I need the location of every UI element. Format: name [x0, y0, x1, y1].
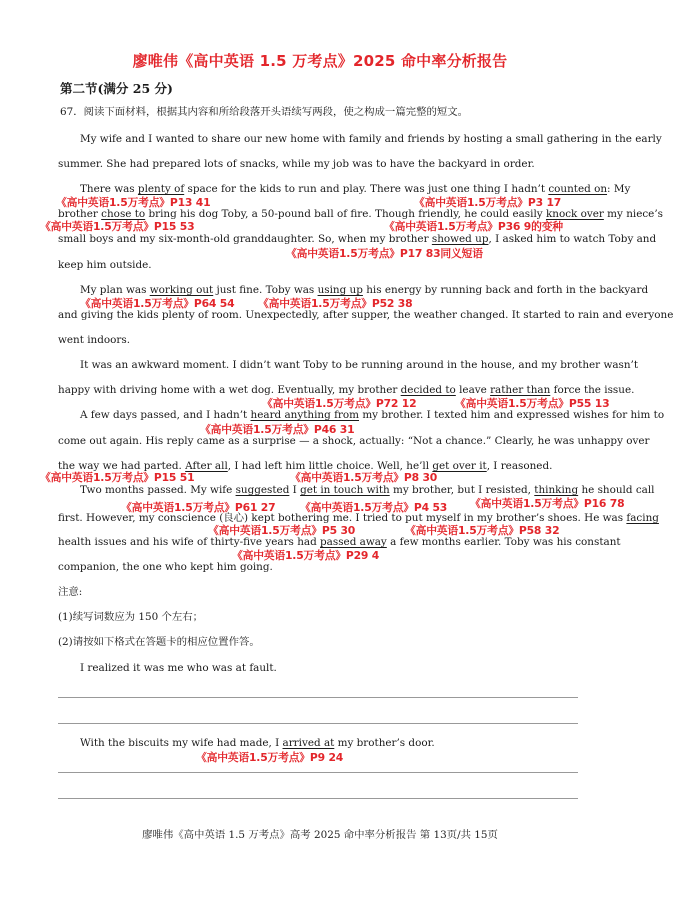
- highlighted-phrase: thinking: [534, 484, 579, 496]
- question-prompt: 67．阅读下面材料，根据其内容和所给段落开头语续写两段，使之构成一篇完整的短文。: [60, 106, 469, 118]
- passage-line: health issues and his wife of thirty-five years had passed away a few months earlier. Toby was his constant: [58, 536, 621, 548]
- passage-line: My plan was working out just fine. Toby was using up his energy by running back and forth in the backyard: [80, 284, 649, 296]
- highlighted-phrase: arrived at: [282, 737, 335, 749]
- passage-line: A few days passed, and I hadn’t heard anything from my brother. I texted him and expressed wishes for him to: [80, 409, 665, 421]
- annotation-label: 《高中英语1.5万考点》P15 53: [40, 220, 195, 233]
- passage-line: There was plenty of space for the kids to run and play. There was just one thing I hadn’t counted on: My: [80, 183, 631, 195]
- highlighted-phrase: heard anything from: [250, 409, 360, 421]
- passage-line: come out again. His reply came as a surprise — a shock, actually: “Not a chance.” Clearly, he was unhappy over: [58, 435, 650, 447]
- passage-line: small boys and my six-month-old granddaughter. So, when my brother showed up, I asked him to watch Toby and: [58, 233, 657, 245]
- section-heading: 第二节(满分 25 分): [60, 81, 173, 96]
- passage-line: the way we had parted. After all, I had left him little choice. Well, he’ll get over it, I reasoned.: [58, 460, 553, 472]
- passage-line: first. However, my conscience (良心) kept bothering me. I tried to put myself in my brother’s shoes. He was facing: [58, 512, 659, 524]
- passage-line: summer. She had prepared lots of snacks, while my job was to have the backyard in order.: [58, 158, 535, 170]
- continuation-opening: I realized it was me who was at fault.: [80, 662, 277, 674]
- answer-line: [58, 723, 578, 724]
- highlighted-phrase: using up: [317, 284, 363, 296]
- note-item: (1)续写词数应为 150 个左右；: [58, 611, 204, 623]
- page-title: 廖唯伟《高中英语 1.5 万考点》2025 命中率分析报告: [132, 52, 508, 70]
- highlighted-phrase: knock over: [545, 208, 604, 220]
- annotation-label: 《高中英语1.5万考点》P17 83同义短语: [286, 247, 483, 260]
- passage-line: happy with driving home with a wet dog. Eventually, my brother decided to leave rather than force the issue.: [58, 384, 635, 396]
- passage-line: companion, the one who kept him going.: [58, 561, 273, 573]
- annotation-label: 《高中英语1.5万考点》P55 13: [455, 397, 610, 410]
- annotation-label: 《高中英语1.5万考点》P4 53: [300, 501, 448, 514]
- highlighted-phrase: get in touch with: [300, 484, 390, 496]
- answer-line: [58, 697, 578, 698]
- passage-line: went indoors.: [58, 334, 130, 346]
- page-footer: 廖唯伟《高中英语 1.5 万考点》高考 2025 命中率分析报告 第 13页/共 15页: [142, 829, 498, 841]
- annotation-label: 《高中英语1.5万考点》P72 12: [262, 397, 417, 410]
- annotation-label: 《高中英语1.5万考点》P13 41: [56, 196, 211, 209]
- passage-line: It was an awkward moment. I didn’t want Toby to be running around in the house, and my brother wasn’t: [80, 359, 639, 371]
- highlighted-phrase: counted on: [548, 183, 608, 195]
- annotation-label: 《高中英语1.5万考点》P16 78: [470, 497, 625, 510]
- highlighted-phrase: decided to: [400, 384, 456, 396]
- annotation-label: 《高中英语1.5万考点》P15 51: [40, 471, 195, 484]
- annotation-label: 《高中英语1.5万考点》P9 24: [196, 751, 344, 764]
- answer-line: [58, 772, 578, 773]
- highlighted-phrase: passed away: [320, 536, 387, 548]
- annotation-label: 《高中英语1.5万考点》P61 27: [121, 501, 276, 514]
- note-item: (2)请按如下格式在答题卡的相应位置作答。: [58, 636, 260, 648]
- passage-line: keep him outside.: [58, 259, 152, 271]
- highlighted-phrase: working out: [149, 284, 214, 296]
- annotation-label: 《高中英语1.5万考点》P36 9的变种: [384, 220, 563, 233]
- answer-line: [58, 798, 578, 799]
- annotation-label: 《高中英语1.5万考点》P8 30: [290, 471, 438, 484]
- passage-line: brother chose to bring his dog Toby, a 50-pound ball of fire. Though friendly, he could easily knock over my niece’s: [58, 208, 663, 220]
- highlighted-phrase: plenty of: [137, 183, 185, 195]
- highlighted-phrase: chose to: [101, 208, 146, 220]
- annotation-label: 《高中英语1.5万考点》P46 31: [200, 423, 355, 436]
- annotation-label: 《高中英语1.5万考点》P64 54: [80, 297, 235, 310]
- notes-heading: 注意:: [58, 586, 83, 598]
- passage-line: Two months passed. My wife suggested I get in touch with my brother, but I resisted, thinking he should call: [80, 484, 655, 496]
- annotation-label: 《高中英语1.5万考点》P3 17: [414, 196, 562, 209]
- highlighted-phrase: After all: [185, 460, 228, 472]
- passage-line: My wife and I wanted to share our new home with family and friends by hosting a small gathering in the early: [80, 133, 662, 145]
- annotation-label: 《高中英语1.5万考点》P52 38: [258, 297, 413, 310]
- annotation-label: 《高中英语1.5万考点》P29 4: [232, 549, 380, 562]
- highlighted-phrase: facing: [626, 512, 659, 524]
- passage-line: and giving the kids plenty of room. Unexpectedly, after supper, the weather changed. It started to rain and everyone: [58, 309, 673, 321]
- annotation-label: 《高中英语1.5万考点》P5 30: [208, 524, 356, 537]
- continuation-opening: With the biscuits my wife had made, I arrived at my brother’s door.: [80, 737, 435, 749]
- annotation-label: 《高中英语1.5万考点》P58 32: [405, 524, 560, 537]
- highlighted-phrase: showed up: [431, 233, 489, 245]
- highlighted-phrase: rather than: [490, 384, 551, 396]
- highlighted-phrase: get over it: [432, 460, 487, 472]
- highlighted-phrase: suggested: [235, 484, 290, 496]
